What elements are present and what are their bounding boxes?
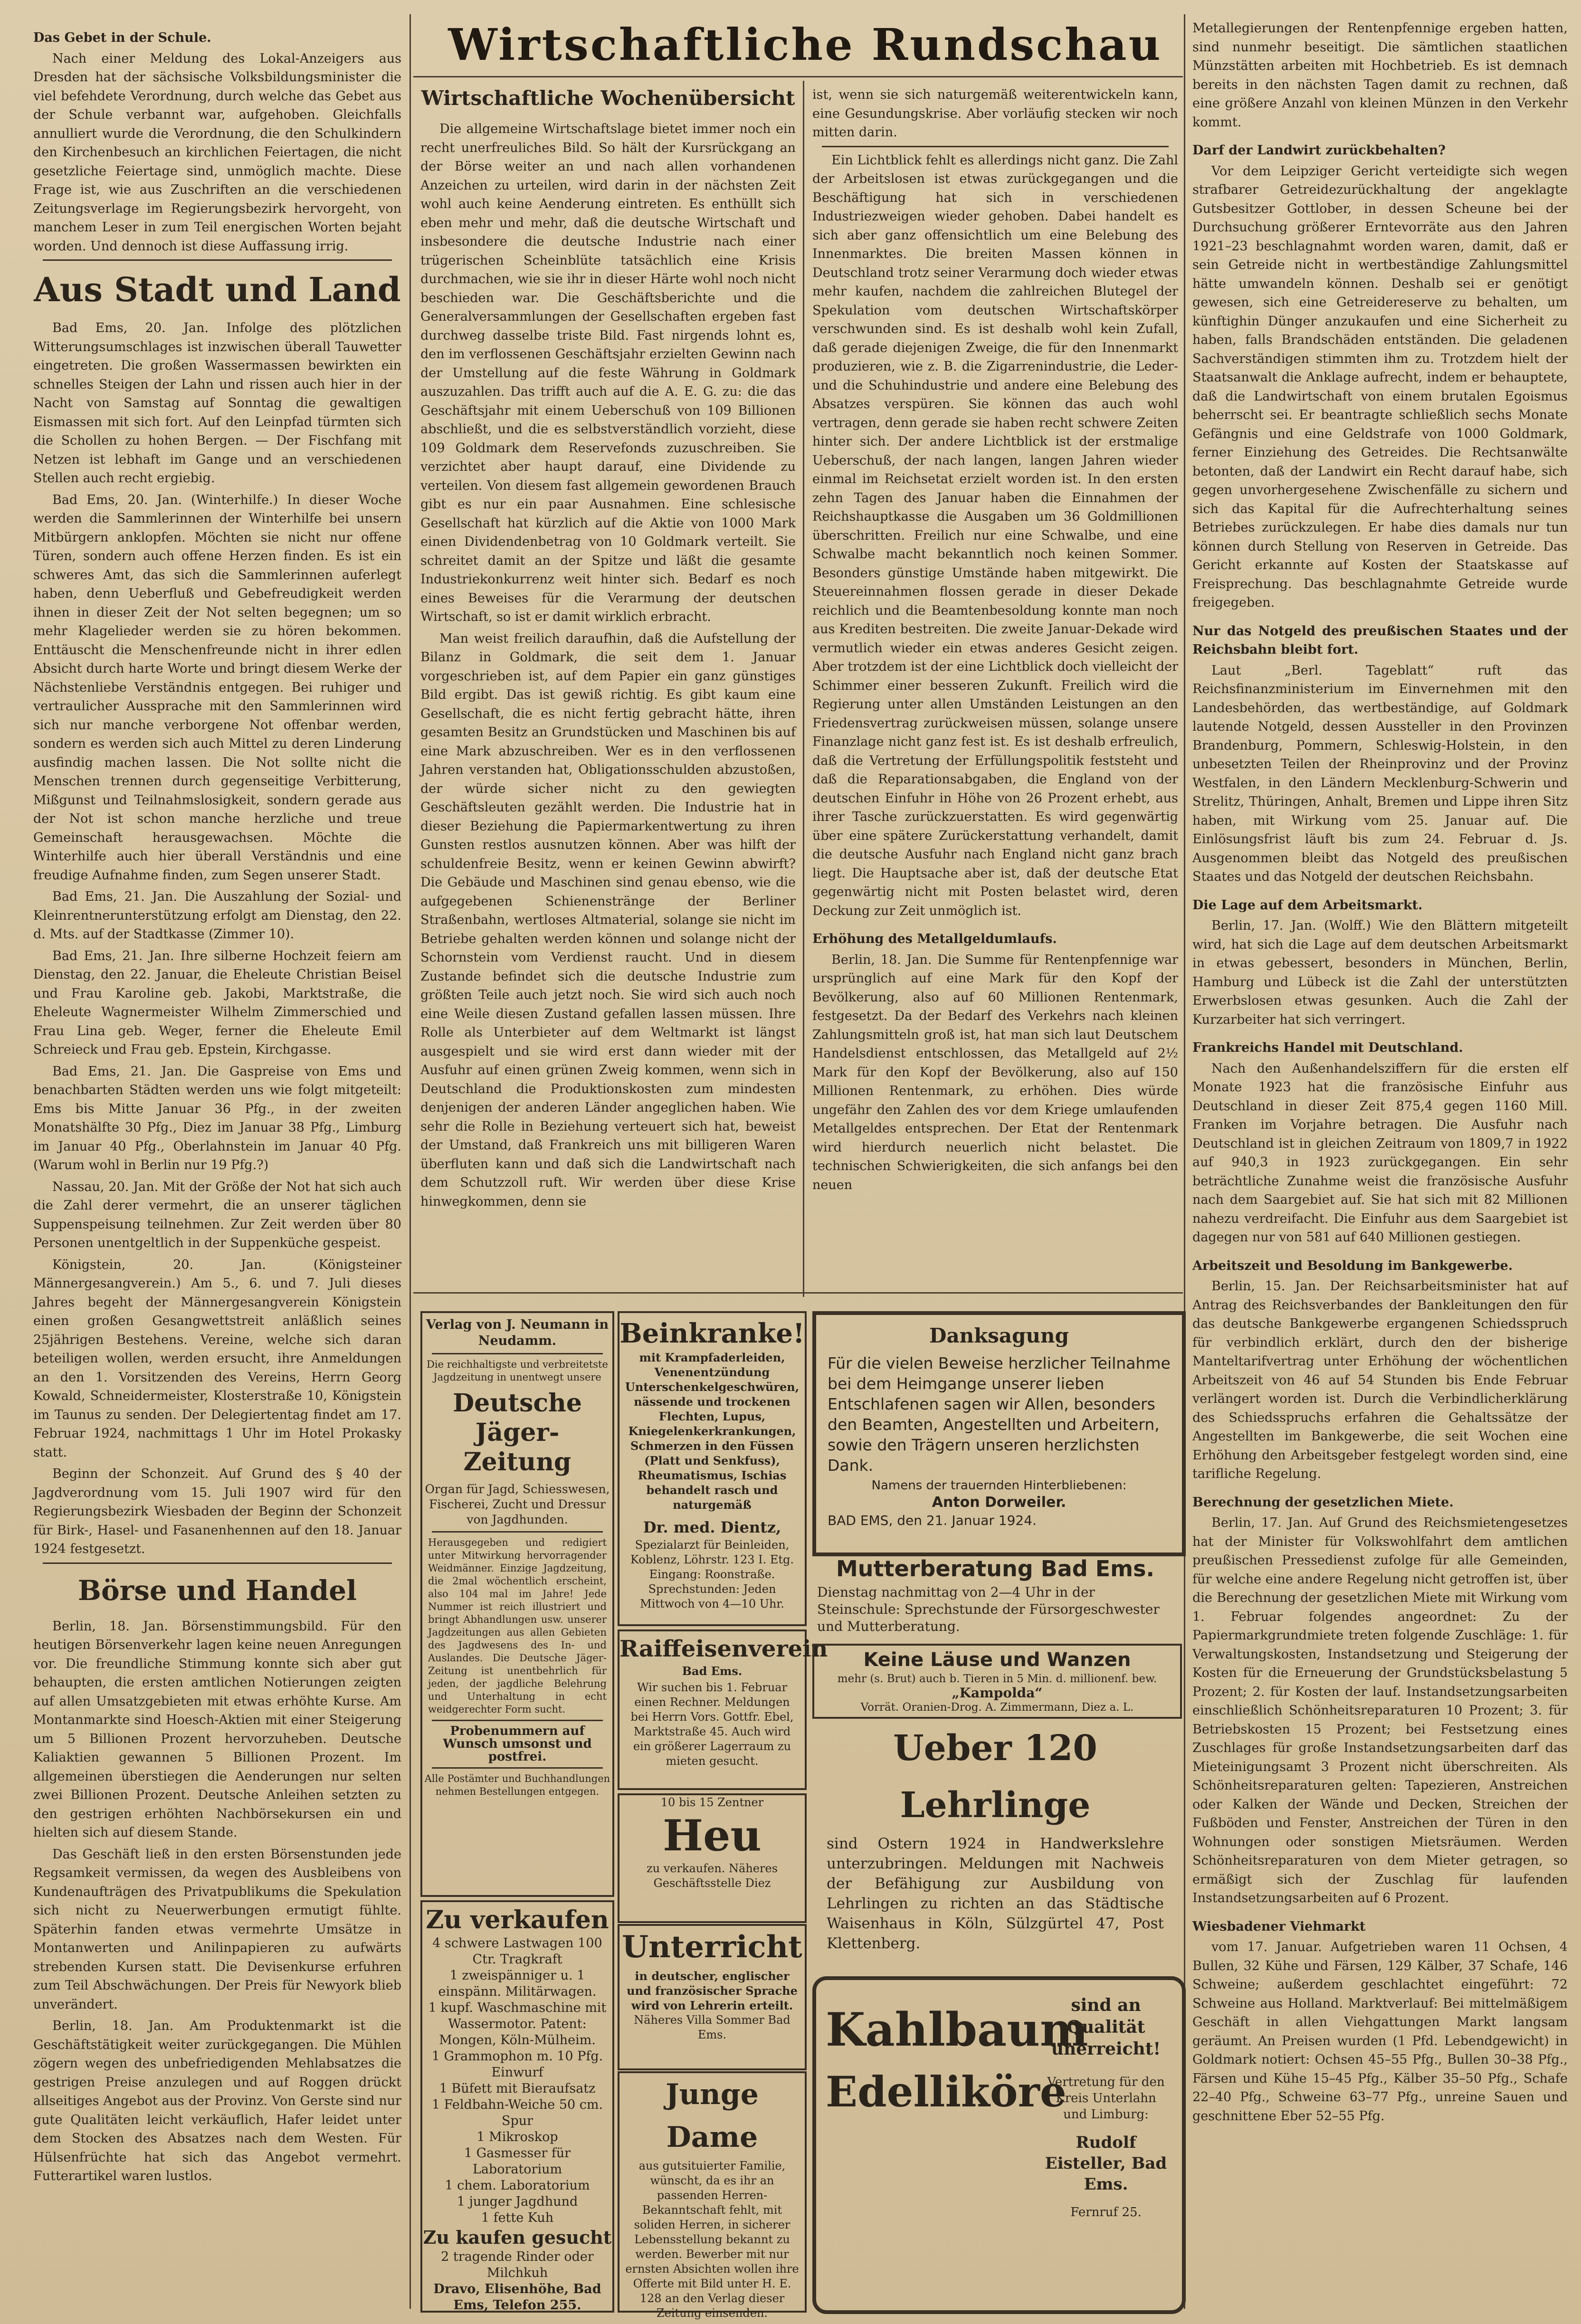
ad-footer: Vorrät. Oranien-Drog. A. Zimmermann, Diez a. L. [860,1701,1134,1714]
article-paragraph: Berlin, 18. Jan. Am Produktenmarkt ist die Geschäftstätigkeit weiter zurückgegangen. Die Mühlen zögern wegen des unbefriedigenden Mehlabsatzes die gestrigen Preise anzulegen und auf Roggen drückt allseitiges Angebot aus der Provinz. Von Gerste sind nur gute Qualitäten leicht verkäuflich, Hafer leidet unter dem Stocken des Absatzes nach dem Westen. Für Hülsenfrüchte hat sich das Angebot vermehrt. Futterartikel waren lustlos. [33,2019,401,2183]
column-rule [410,14,411,2309]
ad-place-date: BAD EMS, den 21. Januar 1924. [828,1513,1037,1528]
ad-signature: Anton Dorweiler. [932,1494,1067,1511]
ad-item: 1 Büfett mit Bieraufsatz [439,2081,596,2096]
divider [43,259,392,261]
ad-brand-block [826,1999,1088,2123]
article-title: Erhöhung des Metallgeldumlaufs. [812,932,1057,946]
ad-brand: „Kampolda“ [952,1685,1043,1701]
ad-title: Ueber 120 Lehrlinge [893,1728,1097,1826]
ad-body: aus gutsituierter Familie, wünscht, da es ihr an passenden Herren-Bekanntschaft fehlt, mit soliden Herren, in sicherer Lebensstellung bekannt zu werden. Bewerber mit nur ernsten Absichten wollen ihre Offerte mit Bild unter H. E. 128 an den Verlag dieser Zeitung einsenden. [625,2159,799,2320]
article-paragraph: Ein Lichtblick fehlt es allerdings nicht ganz. Die Zahl der Arbeitslosen ist etwas zurückgegangen und die Beschäftigung hat sich in verschiedenen Industriezweigen wieder gehoben. Dabei handelt es sich aber ganz offensichtlich um eine Belebung des Innenmarktes. Die breiten Massen können in Deutschland trotz seiner Verarmung doch wieder etwas mehr kaufen, nachdem die zahlreichen Blutegel der Spekulation vom deutschen Wirtschaftskörper verschwunden sind. Es ist deshalb wohl kein Zufall, daß gerade diejenigen Zweige, die für den Innenmarkt produzieren, wie z. B. die Zigarrenindustrie, die Leder- und die Schuhindustrie und andere eine Belebung des Absatzes verspüren. Sie können das auch wohl vertragen, denn gerade sie haben recht schwere Zeiten hinter sich. Der andere Lichtblick ist der erstmalige Ueberschuß, der nach langen, langen Jahren wieder einmal im Reichsetat erzielt worden ist. In den ersten zehn Tagen des Januar haben die Einnahmen der Reichshauptkasse die Ausgaben um 36 Goldmillionen überschritten. Freilich nur eine Schwalbe, und eine Schwalbe macht bekanntlich noch keinen Sommer. Besonders günstige Umstände haben mitgewirkt. Die Steuereinnahmen flossen gerade in dieser Dekade reichlich und die Beamtenbesoldung konnte man noch aus Krediten bestreiten. Die zweite Januar-Dekade wird vermutlich wieder ein etwas anderes Gesicht zeigen. Aber trotzdem ist der eine Lichtblick doch vielleicht der Schimmer einer besseren Zukunft. Freilich wird die Regierung unter allen Umständen Leistungen an den Friedensvertrag zurückweisen müssen, solange unsere Finanzlage nicht ganz fest ist. Es ist deshalb erfreulich, daß die Vertretung der Erfüllungspolitik feststeht und daß die Reparationsabgaben, die England von der deutschen Einfuhr in Höhe von 26 Prozent erhebt, aus ihrer Tasche zurückzuerstatten. Es wird gegenwärtig über eine spätere Zurückerstattung verhandelt, damit die deutsche Ausfuhr nach England nicht ganz brach liegt. Die Hauptsache aber ist, daß der deutsche Etat gegenwärtig nicht mit Posten belastet wird, deren Deckung zur Zeit unmöglich ist. [812,152,1178,918]
masthead-rule [413,76,1183,77]
ad-junge-dame [618,2071,807,2320]
article-paragraph: Bad Ems, 21. Jan. Die Auszahlung der Sozial- und Kleinrentnerunterstützung erfolgt am Dienstag, den 22. d. Mts. auf der Stadtkasse (Zimmer 10). [33,889,401,942]
ad-subtitle: Organ für Jagd, Schiesswesen, Fischerei, Zucht und Dressur von Jagdhunden. [425,1482,610,1526]
ad-raiffeisen [618,1629,828,1790]
right-column [1192,19,1568,2304]
ad-pretext: 10 bis 15 Zentner [660,1796,764,1809]
masthead: Wirtschaftliche Rundschau [448,19,1162,70]
ad-body: Dienstag nachmittag von 2—4 Uhr in der Steinschule: Sprechstunde der Fürsorgeschwester und Mutterberatung. [817,1584,1160,1634]
divider [432,1767,603,1769]
ad-representative: Rudolf Eisteller, Bad Ems. [1045,2133,1167,2194]
divider [822,146,1169,147]
article-title: Das Gebet in der Schule. [33,30,211,45]
ad-kampolda [812,1644,1182,1719]
ad-item: 1 zweispänniger u. 1 einspänn. Militärwagen. [438,1968,597,1999]
ad-body: zu verkaufen. Näheres Geschäftsstelle Diez [646,1862,778,1890]
article-title: Wirtschaftliche Wochenübersicht [421,86,795,110]
ad-item: 1 Gasmesser für Laboratorium [464,2146,571,2177]
ad-intro: Die reichhaltigste und verbreitetste Jagdzeitung in unentwegt unsere [427,1359,608,1383]
divider [432,1531,603,1533]
article-title: Die Lage auf dem Arbeitsmarkt. [1192,897,1423,913]
ad-title: Mutterberatung Bad Ems. [836,1556,1154,1581]
ad-jaeger-zeitung [420,1311,614,1897]
ad-item: 1 fette Kuh [481,2210,554,2225]
article-title: Nur das Notgeld des preußischen Staates und der Reichsbahn bleibt fort. [1192,623,1568,657]
article-title: Arbeitszeit und Besoldung im Bankgewerbe. [1192,1258,1513,1273]
ad-item: 4 schwere Lastwagen 100 Ctr. Tragkraft [432,1936,602,1967]
article-paragraph: Vor dem Leipziger Gericht verteidigte sich wegen strafbarer Getreidezurückhaltung der angeklagte Gutsbesitzer Gottlober, in dessen Scheune bei der Durchsuchung größerer Erntevorräte aus den Jahren 1921–23 beschlagnahmt worden waren, damit, daß er sein Getreide nicht in wertbeständige Zahlungsmittel hätte umwandeln können. Deshalb sei er genötigt gewesen, sich eine Getreidereserve zu behalten, um künftighin Dünger anzukaufen und eine Sicherheit zu haben, falls Brandschäden entständen. Die geladenen Sachverständigen stimmten ihm zu. Trotzdem hielt der Staatsanwalt die Anklage aufrecht, indem er behauptete, daß die Landwirtschaft von einem brutalen Egoismus beherrscht sei. Er beantragte schließlich sechs Monate Gefängnis und eine Geldstrafe von 1000 Goldmark, ferner Einziehung des Getreides. Die Rechtsanwälte betonten, daß der Landwirt ein Recht darauf habe, sich gegen unvorhergesehene Zwischenfälle zu sichern und sich das Kapital für die Aufrechterhaltung seines Betriebes zurückzulegen. Er habe dies damals nur tun können durch Stellung von Reserven in Getreide. Das Gericht erkannte auf Kosten der Staatskasse auf Freisprechung. Das beschlagnahmte Getreide wurde freigegeben. [1192,163,1568,610]
ad-lehrlinge [812,1720,1178,1967]
ad-title: Deutsche Jäger-Zeitung [453,1389,582,1476]
article-paragraph: Bad Ems, 20. Jan. (Winterhilfe.) In dieser Woche werden die Sammlerinnen der Winterhilfe bei unsern Mitbürgern anklopfen. Möchten sie nicht nur offene Türen, sondern auch offene Herzen finden. Es ist ein schweres Amt, das sich die Sammlerinnen auferlegt haben, denn Ueberfluß und Gebefreudigkeit werden ihnen in dieser Zeit der Not selten begegnen; um so mehr Klagelieder werden sie zu hören bekommen. Enttäuscht die Menschenfreunde nicht in ihrer edlen Absicht durch harte Worte und bringt diesem Werke der Nächstenliebe Verständnis entgegen. Bei ruhiger und vertraulicher Aussprache mit den Sammlerinnen wird sich nur manche verborgene Not offenbar werden, sondern es werden sich auch Mittel zu deren Linderung ausfindig machen lassen. Die Not sollte nicht die Menschen trennen durch gegenseitige Verbitterung, Mißgunst und Teilnahmslosigkeit, sondern gerade aus der Not ist schon manche herzliche und treue Gemeinschaft herausgewachsen. Möchte die Winterhilfe auch hier überall Verständnis und eine freudige Aufnahme finden, zum Segen unserer Stadt. [33,492,401,883]
ad-body: sind Ostern 1924 in Handwerkslehre unterzubringen. Meldungen mit Nachweis der Befähigung zur Ausbildung von Lehrlingen zu richten an das Städtische Waisenhaus in Köln, Sülzgürtel 47, Post Klettenberg. [827,1835,1164,1952]
article-title: Frankreichs Handel mit Deutschland. [1192,1040,1463,1055]
article-paragraph: Berlin, 15. Jan. Der Reichsarbeitsminister hat auf Antrag des Reichsverbandes der Bankleitungen den für das deutsche Bankgewerbe ergangenen Schiedsspruch für verbindlich erklärt, durch den der bisherige Manteltarifvertrag unter Erhöhung der wöchentlichen Arbeitszeit von 46 auf 54 Stunden bis Ende Februar verlängert worden ist. Durch die Verbindlicherklärung des Schiedsspruchs erfahren die Gehaltssätze der Angestellten im Bankgewerbe, die seit Wochen eine Erhöhung den Arbeitsgeber festgelegt worden sind, eine tarifliche Regelung. [1192,1279,1568,1481]
article-text: Metallegierungen der Rentenpfennige ergeben hatten, sind nunmehr beseitigt. Die sämtlichen staatlichen Münzstätten arbeiten mit Hochbetrieb. Es ist demnach bereits in den nächsten Tagen damit zu rechnen, daß eine größere Anzahl von kleinen Münzen in den Verkehr kommt. [1192,21,1568,130]
divider [43,1562,392,1564]
ad-item: 1 Grammophon m. 10 Pfg. Einwurf [431,2049,603,2080]
ad-footer: Näheres Villa Sommer Bad Ems. [634,2013,790,2041]
middle-column [420,86,796,1285]
ad-title: Raiffeisenverein [619,1636,828,1662]
third-column [812,86,1178,1285]
left-column [33,19,401,2304]
article-paragraph: Die allgemeine Wirtschaftslage bietet immer noch ein recht unerfreuliches Bild. So hält der Kursrückgang an der Börse weiter an und nach allen vorhandenen Anzeichen zu urteilen, wird darin in der nächsten Zeit wohl auch keine Aenderung eintreten. Es enthüllt sich eben mehr und mehr, daß die deutsche Wirtschaft und insbesondere die deutsche Industrie nach einer trügerischen Scheinblüte tatsächlich eine Krisis durchmachen, wie sie ihr in dieser Härte wohl noch nicht beschieden war. Die Geschäftsberichte und die Generalversammlungen der Gesellschaften ergeben fast durchweg dasselbe triste Bild. Fast nirgends lohnt es, den im verflossenen Geschäftsjahr erzielten Gewinn nach der Umstellung auf die feste Währung in Goldmark auszuzahlen. Das trifft auch auf die A. E. G. zu: die das Geschäftsjahr mit einem Ueberschuß von 109 Billionen abschließt, und die es selbstverständlich vorzieht, diese 109 Goldmark dem Reservefonds zuzuschreiben. Sie verzichtet aber haupt darauf, eine Dividende zu verteilen. Von diesem fast allgemein gewordenen Brauch gibt es nur ein paar Ausnahmen. Eine schlesische Gesellschaft hat kürzlich auf die Aktie von 1000 Mark einen Dividendenbetrag von 10 Goldmark verteilt. Sie schreitet damit an der Spitze und läßt die gesamte Industriekonkurrenz weit hinter sich. Bedarf es noch eines Beweises für die Verarmung der deutschen Wirtschaft, so ist er damit wirklich erbracht. [420,122,796,624]
article-paragraph: vom 17. Januar. Aufgetrieben waren 11 Ochsen, 4 Bullen, 32 Kühe und Färsen, 129 Kälber, 37 Schafe, 146 Schweine; außerdem geschlachtet eingeführt: 72 Schweine aus Holland. Marktverlauf: Bei mittelmäßigem Geschäft in allen Viehgattungen Markt langsam geräumt. An Preisen wurden (1 Pfd. Lebendgewicht) in Goldmark notiert: Ochsen 45–55 Pfg., Bullen 30–38 Pfg., Färsen und Kühe 15–45 Pfg., Kälber 35–50 Pfg., Schafe 22–40 Pfg., Schweine 63–77 Pfg., unreine Sauen und geschnittene Eber 52–55 Pfg. [1192,1940,1568,2124]
ad-title: Keine Läuse und Wanzen [863,1649,1131,1671]
ad-zu-verkaufen [420,1900,614,2313]
section-title: Börse und Handel [77,1574,357,1607]
ad-body: in deutscher, englischer und französischer Sprache wird von Lehrerin erteilt. [627,1969,798,2012]
article-paragraph: Nach den Außenhandelsziffern für die ersten elf Monate 1923 hat die französische Einfuhr aus Deutschland in dieser Zeit 875,4 gegen 1160 Mill. Franken im Vorjahre betragen. Die Ausfuhr nach Deutschland ist in gleichen Zeitraum von 1809,7 in 1922 auf 940,3 in 1923 zurückgegangen. Ein sehr beträchtliche Zunahme weist die französische Ausfuhr nach dem Saargebiet auf. Sie hat sich mit 82 Millionen nahezu verdreifacht. Die Einfuhr aus dem Saargebiet ist dagegen nur von 581 auf 640 Millionen gestiegen. [1192,1061,1568,1245]
article-paragraph: Bad Ems, 20. Jan. Infolge des plötzlichen Witterungsumschlages ist inzwischen überall Tauwetter eingetreten. Die großen Wassermassen bewirkten ein schnelles Steigen der Lahn und rissen auch hier in der Nacht von Samstag auf Sonntag die gewaltigen Eismassen mit sich fort. Auf den Leinpfad türmten sich die Schollen zu hohen Bergen. — Der Fischfang mit Netzen ist lebhaft im Gange und an verschiedenen Stellen auch recht ergiebig. [33,321,401,486]
divider [432,1720,603,1721]
ad-body: Für die vielen Beweise herzlicher Teilnahme bei dem Heimgange unserer lieben Entschlafenen sagen wir Allen, besonders den Beamten, Angestellten und Arbeitern, sowie den Trägern unseren herzlichsten Dank. [828,1354,1171,1475]
ad-item: 1 junger Jagdhund [457,2194,578,2209]
ad-body: mit Krampfaderleiden, Venenentzündung Unterschenkelgeschwüren, nässende und trockenen Flechten, Lupus, Kniegelenkerkrankungen, Schmerzen in den Füssen (Platt und Senkfuss), Rheumatismus, Ischias behandelt rasch und naturgemäß [625,1351,800,1512]
article-paragraph: Bad Ems, 21. Jan. Die Gaspreise von Ems und benachbarten Städten werden uns wie folgt mitgeteilt: Ems bis Mitte Januar 36 Pfg., in der zweiten Monatshälfte 30 Pfg., Diez im Januar 38 Pfg., Limburg im Januar 40 Pfg., Oberlahnstein im Januar 40 Pfg. (Warum wohl in Berlin nur 19 Pfg.?) [33,1064,401,1172]
ad-title: Junge Dame [666,2078,759,2154]
ad-doctor: Dr. med. Dientz, [643,1518,781,1536]
ad-mutterberatung [812,1553,1178,1639]
ad-kahlbaum [812,1976,1186,2314]
ad-title: Kahlbaum [826,2003,1088,2057]
ad-body: Wir suchen bis 1. Februar einen Rechner. Meldungen bei Herrn Vors. Gottfr. Ebel, Marktstraße 45. Auch wird ein größerer Lagerraum zu mieten gesucht. [630,1681,794,1768]
ad-title: Unterricht [622,1929,802,1965]
article-text: Nach einer Meldung des Lokal-Anzeigers aus Dresden hat der sächsische Volksbildungsminister die viel befehdete Verordnung, durch welche das Gebet aus der Schule verbannt war, aufgehoben. Gleichfalls annulliert wurde die Verordnung, die den Schulkindern den Kirchenbesuch an kirchlichen Feiertagen, die nicht gesetzliche Feiertage sind, unmöglich machte. Diese Frage ist, wie aus Zuschriften an die verschiedenen Zeitungsverlage im Regierungsbezirk hervorgeht, von manchem Leser in zum Teil energischen Worten bejaht worden. Und dennoch ist diese Auffassung irrig. [33,51,401,254]
ad-body: Herausgegeben und redigiert unter Mitwirkung hervorragender Weidmänner. Einzige Jagdzeitung, die 2mal wöchentlich erscheint, also 104 mal im Jahre! Jede Nummer ist reich illustriert und bringt Abhandlungen usw. unserer Jagdzeitungen aus allen Gebieten des Jagdwesens des In- und Auslandes. Die Deutsche Jäger-Zeitung ist unentbehrlich für jeden, der jagdliche Belehrung und Unterhaltung in echt weidgerechter Form sucht. [428,1537,607,1715]
article-paragraph: Bad Ems, 21. Jan. Ihre silberne Hochzeit feiern am Dienstag, den 22. Januar, die Eheleute Christian Beisel und Frau Karoline geb. Jakobi, Marktstraße, die Eheleute Wagnermeister Wilhelm Zimmerschied und Frau Lina geb. Weger, ferner die Eheleute Emil Schreieck und Frau geb. Epstein, Kirchgasse. [33,948,401,1057]
article-title: Darf der Landwirt zurückbehalten? [1192,143,1446,158]
ad-item: 1 Mikroskop [476,2130,558,2144]
ad-subtitle: Zu kaufen gesucht [423,2227,612,2248]
article-paragraph: Berlin, 17. Jan. Auf Grund des Reichsmietengesetzes hat der Minister für Volkswohlfahrt dem amtlichen preußischen Pressedienst zufolge für alle Gemeinden, für welche eine andere Regelung nicht getroffen ist, über die Berechnung der gesetzlichen Miete mit Wirkung vom 1. Februar folgendes angeordnet: Zu der Papiermarkgrundmiete treten folgende Zuschläge: 1. für Verwaltungskosten, Instandsetzung und Steigerung der Kosten für die Erneuerung der Grundstücksbelastung 5 Prozent; 2. für Kosten der lauf. Instandsetzungsarbeiten einschließlich Schönheitsreparaturen 10 Prozent; 3. für Betriebskosten 15 Prozent; bei Festsetzung eines Zuschlages für große Instandsetzungsarbeiten darf das Mieteinigungsamt 3 Prozent nicht überschreiten. Als Schönheitsreparaturen gelten: Tapezieren, Anstreichen oder Kalken der Wände und Decken, Streichen der Fußböden und Fenster, Anstreichen der Türen in den Wohnungen oder sonstigen Mietsräumen. Werden Schönheitsreparaturen von dem Mieter getragen, so ermäßigt sich der Zuschlag für laufenden Instandsetzungsarbeiten auf 6 Prozent. [1192,1515,1568,1905]
divider [432,1353,603,1354]
ad-title-2: Edelliköre [826,2067,1067,2116]
ad-address: Spezialarzt für Beinleiden, Koblenz, Löhrstr. 123 I. Etg. Eingang: Roonstraße. Sprechstunden: Jeden Mittwoch von 4—10 Uhr. [630,1538,794,1610]
ad-sub-body: 2 tragende Rinder oder Milchkuh [441,2249,594,2280]
ad-title: Danksagung [929,1324,1069,1347]
ad-item-list [422,1935,612,2226]
ad-danksagung [812,1311,1186,1556]
ad-heu [618,1793,807,1923]
ad-claim: sind an Qualität unerreicht! [1051,1995,1161,2059]
ad-beinkranke [618,1311,807,1626]
article-paragraph: Man weist freilich daraufhin, daß die Aufstellung der Bilanz in Goldmark, die seit dem 1. Januar vorgeschrieben ist, auf dem Papier ein ganz günstiges Bild ergibt. Das ist gewiß richtig. Es gibt kaum eine Gesellschaft, die es nicht fertig gebracht hätte, ihren gesamten Besitz an Grundstücken und Maschinen bis auf eine Mark abzuschreiben. Wer es in den verflossenen Jahren verstanden hat, Obligationsschulden abzustoßen, der würde sicher nicht zu den gewiegten Geschäftsleuten gezählt werden. Die Industrie hat in dieser Beziehung die Papiermarkentwertung zu ihren Gunsten restlos ausnutzen können. Aber was hilft der schuldenfreie Besitz, wenn er keinen Gewinn abwirft? Die Gebäude und Maschinen sind genau ebenso, wie die aufgegebenen Schienenstränge der Berliner Straßenbahn, wertloses Altmaterial, solange sie nicht im Betriebe gehalten werden können und solange nicht der Schornstein vom Verdienst raucht. Und in diesem Zustande befindet sich die deutsche Industrie zum größten Teile auch jetzt noch. Sie wird sich auch noch eine Weile diesen Zustand gefallen lassen müssen. Ihre Rolle als Unterbieter auf dem Weltmarkt ist längst ausgespielt und sie wird erst dann wieder mit der Ausfuhr auf einen grünen Zweig kommen, wenn sich in Deutschland die Produktionskosten zum mindesten denjenigen der anderen Länder angeglichen haben. Wie sehr die Rolle in Beziehung verteuert sich hat, beweist der Umstand, daß Frankreich uns mit billigeren Waren überfluten kann und daß sich die Landwirtschaft nach dem Schutzzoll ruft. Wir werden über diese Krise hinwegkommen, denn sie [420,631,796,1209]
ad-unterricht [618,1924,807,2070]
ad-contact: Dravo, Elisenhöhe, Bad Ems, Telefon 255. [433,2282,601,2313]
ad-title: Beinkranke! [619,1318,805,1349]
ad-phone: Fernruf 25. [1070,2205,1142,2219]
article-paragraph: Königstein, 20. Jan. (Königsteiner Männergesangverein.) Am 5., 6. und 7. Juli dieses Jahres begeht der Männergesangverein Königstein einen großen Gesangwettstreit anläßlich seines 25jährigen Bestehens. Vereine, welche sich daran beteiligen wollen, werden ersucht, ihre Anmeldungen an den 1. Vorsitzenden des Vereins, Herrn Georg Kowald, Schneidermeister, Klosterstraße 10, Königstein im Taunus zu senden. Der Delegiertentag findet am 17. Februar 1924, nachmittags 1 Uhr im Hotel Prokasky statt. [33,1257,401,1460]
ad-footer: Probenummern auf Wunsch umsonst und postfrei. [443,1724,592,1764]
article-title: Berechnung der gesetzlichen Miete. [1192,1495,1454,1510]
ad-place: Bad Ems. [682,1664,743,1678]
ad-item: 1 Feldbahn-Weiche 50 cm. Spur [431,2097,603,2128]
ad-publisher: Verlag von J. Neumann in Neudamm. [426,1317,609,1348]
ads-rule [413,1292,1183,1294]
column-rule [1184,14,1185,2309]
ad-footer-note: Alle Postämter und Buchhandlungen nehmen Bestellungen entgegen. [424,1773,610,1797]
article-paragraph: Nassau, 20. Jan. Mit der Größe der Not hat sich auch die Zahl derer vermehrt, die an unserer täglichen Suppenspeisung teilnehmen. Zur Zeit werden über 80 Personen unentgeltlich in der Suppenküche gespeist. [33,1179,401,1250]
ad-item: 1 chem. Laboratorium [445,2178,590,2193]
ad-signature-intro: Namens der trauernden Hinterbliebenen: [871,1478,1127,1493]
ad-item: 1 kupf. Waschmaschine mit Wassermotor. Patent: Mongen, Köln-Mülheim. [428,2000,607,2048]
ad-title: Heu [663,1810,762,1861]
article-paragraph: Berlin, 18. Jan. Die Summe für Rentenpfennige war ursprünglich auf eine Mark für den Kopf der Bevölkerung, also auf 60 Millionen Rentenmark, festgesetzt. Da der Bedarf des Verkehrs nach kleinen Zahlungsmitteln groß ist, hat man sich laut Deutschem Handelsdienst entschlossen, das Metallgeld auf 2½ Mark für den Kopf der Bevölkerung, also auf 150 Millionen Rentenmark, zu erhöhen. Dies würde ungefähr den Zahlen des vor dem Kriege umlaufenden Metallgeldes entsprechen. Der Etat der Rentenmark wird hierdurch neuerlich nicht belastet. Die technischen Schwierigkeiten, die sich anfangs bei den neuen [812,952,1178,1192]
article-paragraph: Das Geschäft ließ in den ersten Börsenstunden jede Regsamkeit vermissen, da wegen des Ausbleibens von Kundenaufträgen des Privatpublikums die Spekulation sich nicht zu Neuerwerbungen ermutigt fühlte. Späterhin fanden etwas vermehrte Umsätze in Montanwerten und Anilinpapieren zu aufwärts strebenden Kursen statt. Die Devisenkurse erfuhren zum Teil Abschwächungen. Der Preis für Newyork blieb unverändert. [33,1847,401,2012]
article-paragraph: Berlin, 17. Jan. (Wolff.) Wie den Blättern mitgeteilt wird, hat sich die Lage auf dem deutschen Arbeitsmarkt in etwas gebessert, besonders in München, Berlin, Hamburg und Lübeck ist die Zahl der unterstützten Erwerbslosen etwas gesunken. Auch die Zahl der Kurzarbeiter hat sich verringert. [1192,918,1568,1027]
ad-body: mehr (s. Brut) auch b. Tieren in 5 Min. d. millionenf. bew. [837,1673,1157,1685]
article-paragraph: Beginn der Schonzeit. Auf Grund des § 40 der Jagdverordnung vom 15. Juli 1907 wird für den Regierungsbezirk Wiesbaden der Beginn der Schonzeit für Birk-, Hasel- und Fasanenhennen auf den 18. Januar 1924 festgesetzt. [33,1467,401,1556]
ad-representation: Vertretung für den Kreis Unterlahn und Limburg: [1047,2075,1165,2122]
ad-title: Zu verkaufen [426,1905,609,1934]
article-text: ist, wenn sie sich naturgemäß weiterentwickeln kann, eine Gesundungskrise. Aber vorläufig stecken wir noch mitten darin. [812,87,1178,140]
ad-side-block [1044,1994,1168,2220]
article-paragraph: Berlin, 18. Jan. Börsenstimmungsbild. Für den heutigen Börsenverkehr lagen keine neuen Anregungen vor. Die freundliche Stimmung konnte sich aber gut behaupten, die ersten amtlichen Notierungen zeigten auf allen Umsatzgebieten mit etwas erhöhte Kurse. Am Montanmarkte sind Hoesch-Aktien mit einer Steigerung um 5 Billionen Prozent hervorzuheben. Deutsche Kaliaktien gewannen 5 Billionen Prozent. Im allgemeinen überstiegen die Aenderungen nur selten zwei Billionen Prozent. Deutsche Anleihen setzten zu den gestrigen erhöhten Nachbörsekursen ein und hielten sich auf diesem Stande. [33,1619,401,1840]
article-title: Wiesbadener Viehmarkt [1192,1919,1366,1934]
article-paragraph: Laut „Berl. Tageblatt“ ruft das Reichsfinanzministerium im Einvernehmen mit den Landesbehörden, das wertbeständige, auf Goldmark lautende Notgeld, dessen Aussteller in den Provinzen Brandenburg, Pommern, Schleswig-Holstein, in den unbesetzten Teilen der Rheinprovinz und der Provinz Westfalen, in den Ländern Mecklenburg-Schwerin und Strelitz, Thüringen, Anhalt, Bremen und Lippe ihren Sitz haben, mit Wirkung vom 25. Januar auf. Die Einlösungsfrist läuft bis zum 24. Februar d. Js. Ausgenommen bleibt das Notgeld des preußischen Staates und das Notgeld der deutschen Reichsbahn. [1192,663,1568,884]
section-title: Aus Stadt und Land [34,270,401,309]
column-rule [803,81,804,1297]
